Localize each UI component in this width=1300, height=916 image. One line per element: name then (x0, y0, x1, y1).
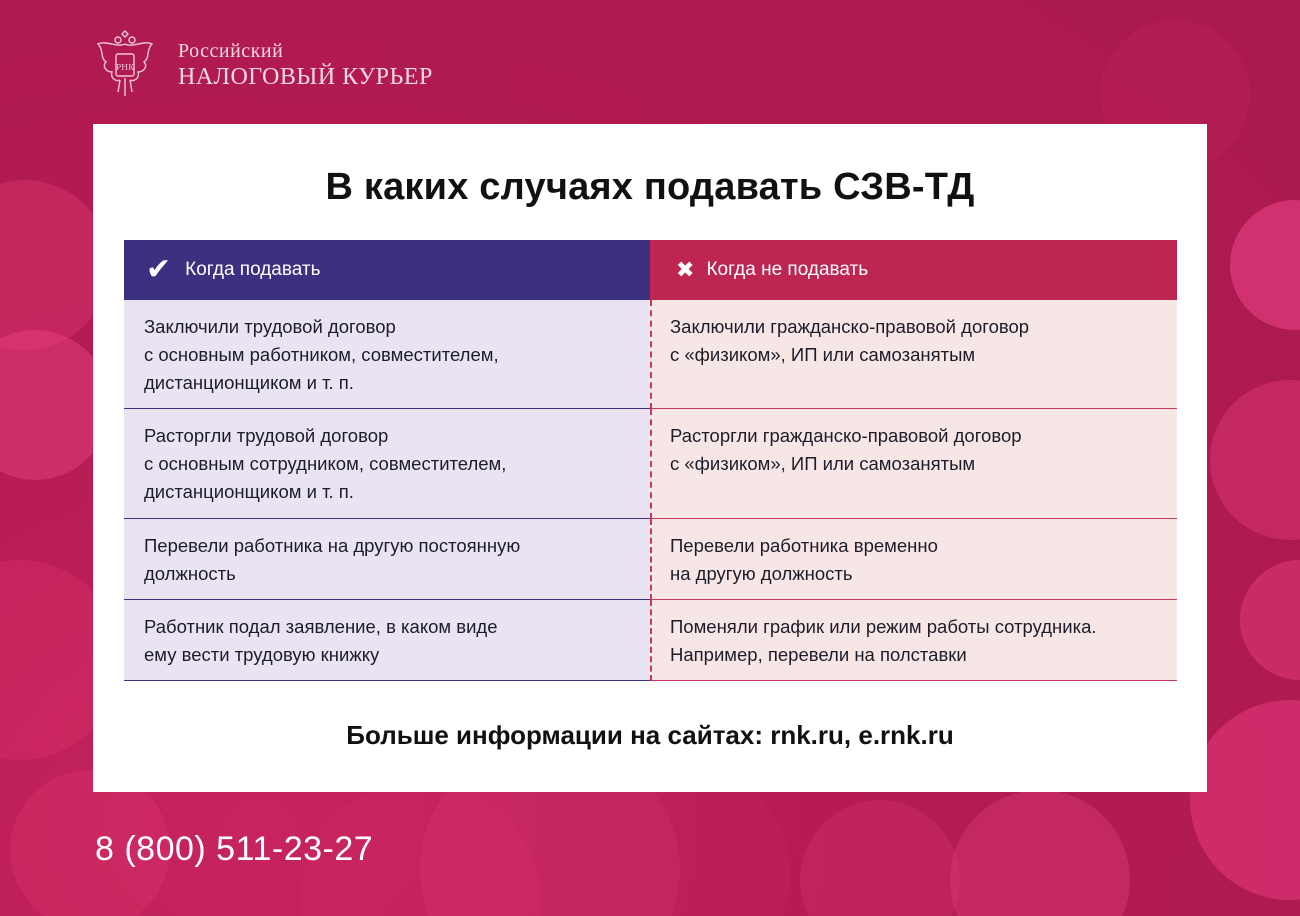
header-when-not-to-submit (650, 240, 1177, 300)
brand-line-1: Российский (178, 40, 284, 62)
brand-line-2: НАЛОГОВЫЙ КУРЬЕР (178, 64, 433, 90)
table-row (124, 409, 1177, 519)
cell-text-line: ему вести трудовую книжку (144, 644, 380, 665)
brand-logo (94, 30, 433, 102)
more-info-text: Больше информации на сайтах: rnk.ru, e.rnk.ru (346, 720, 954, 750)
cell-text-line: Заключили трудовой договор (144, 316, 396, 337)
cell-text-line: Заключили гражданско-правовой договор (670, 316, 1030, 337)
cell-text-line: с «физиком», ИП или самозанятым (670, 344, 976, 365)
table-row (124, 600, 1177, 681)
cell-when-not-to-submit (650, 519, 1177, 600)
header-when-to-submit (124, 240, 650, 300)
table-row (124, 300, 1177, 409)
cell-text-line: Расторгли гражданско-правовой договор (670, 425, 1022, 446)
cell-when-to-submit (124, 300, 650, 409)
cell-text-line: Перевели работника временно (670, 535, 938, 556)
cell-when-to-submit (124, 409, 650, 519)
check-icon: ✔ (146, 253, 172, 286)
cell-when-not-to-submit (650, 600, 1177, 681)
cell-text-line: на другую должность (670, 563, 853, 584)
table-header (124, 240, 1177, 300)
cell-text-line: дистанционщиком и т. п. (144, 372, 354, 393)
eagle-emblem-icon (94, 30, 156, 102)
cell-text-line: должность (144, 563, 236, 584)
table-row (124, 519, 1177, 600)
cell-text-line: с «физиком», ИП или самозанятым (670, 453, 976, 474)
cell-text-line: с основным работником, совместителем, (144, 344, 499, 365)
phone-number: 8 (800) 511-23-27 (95, 830, 374, 868)
cell-when-not-to-submit (650, 300, 1177, 409)
table-body (124, 300, 1177, 681)
cell-text-line: Поменяли график или режим работы сотрудника. (670, 616, 1097, 637)
header-yes-label: Когда подавать (185, 259, 321, 280)
cell-text-line: Расторгли трудовой договор (144, 425, 389, 446)
cell-text-line: Перевели работника на другую постоянную (144, 535, 521, 556)
page-title: В каких случаях подавать СЗВ-ТД (325, 166, 975, 208)
cell-text-line: Работник подал заявление, в каком виде (144, 616, 498, 637)
header-no-label: Когда не подавать (706, 259, 869, 280)
cell-when-to-submit (124, 600, 650, 681)
cell-text-line: Например, перевели на полставки (670, 644, 967, 665)
cell-when-not-to-submit (650, 409, 1177, 519)
cross-icon: ✖ (676, 257, 695, 282)
cell-text-line: с основным сотрудником, совместителем, (144, 453, 507, 474)
comparison-table (124, 240, 1177, 681)
cell-text-line: дистанционщиком и т. п. (144, 481, 354, 502)
emblem-letters: РНК (115, 63, 135, 72)
cell-when-to-submit (124, 519, 650, 600)
